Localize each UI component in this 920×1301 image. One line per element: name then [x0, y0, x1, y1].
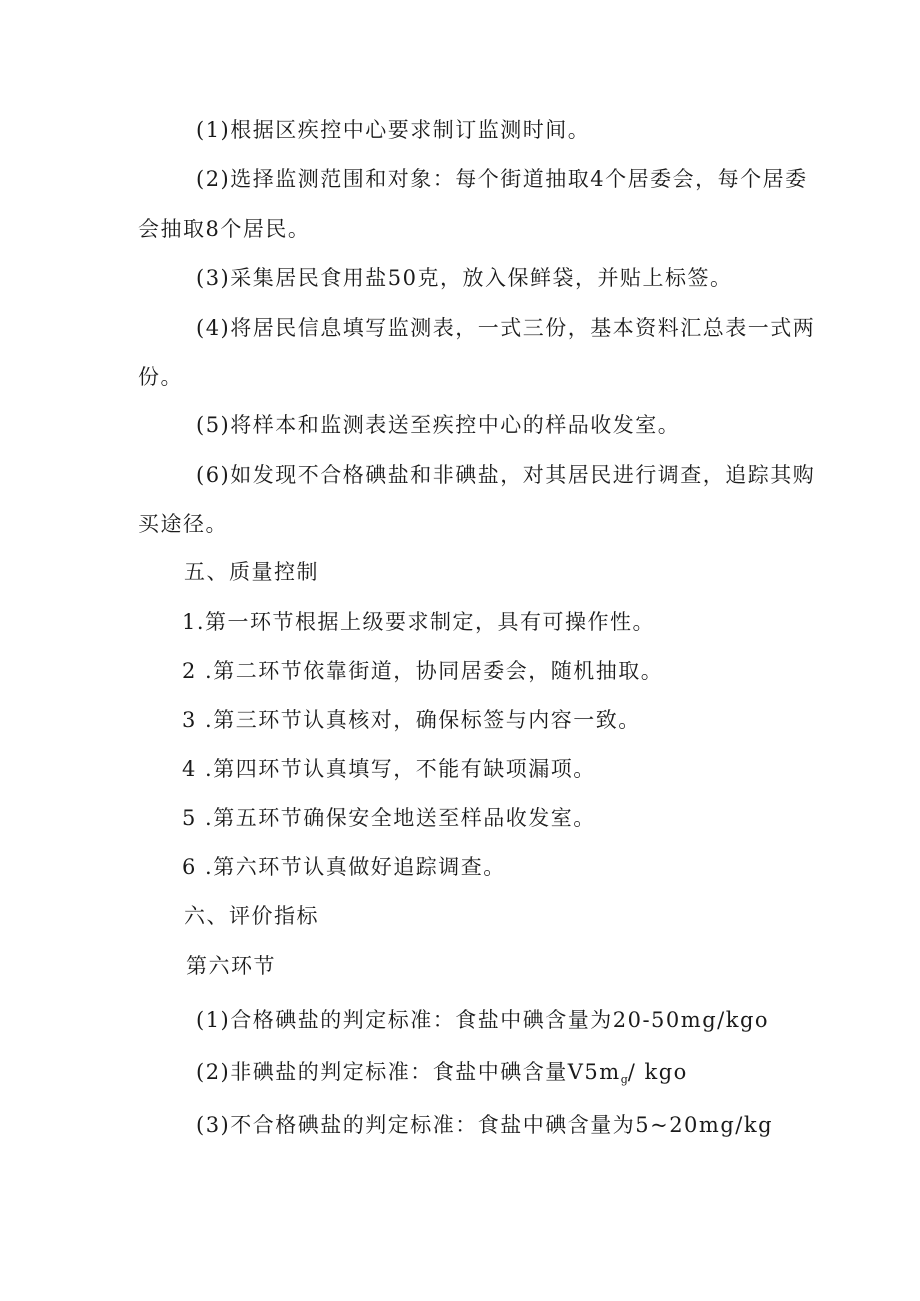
subheading: 第六环节 [186, 954, 276, 978]
step-6: (6)如发现不合格碘盐和非碘盐，对其居民进行调查，追踪其购 [196, 463, 816, 487]
quality-item-2: 2 .第二环节依靠街道，协同居委会，随机抽取。 [182, 659, 664, 683]
step-3: (3)采集居民食用盐50克，放入保鲜袋，并贴上标签。 [196, 266, 733, 290]
section-heading-evaluation: 六、评价指标 [184, 904, 319, 928]
section-heading-quality-control: 五、质量控制 [184, 560, 319, 584]
step-5: (5)将样本和监测表送至疾控中心的样品收发室。 [196, 413, 681, 437]
step-4-cont: 份。 [138, 365, 183, 389]
step-2-cont: 会抽取8个居民。 [138, 217, 311, 241]
criteria-qualified: (1)合格碘盐的判定标准：食盐中碘含量为20-50mg/kgo [196, 1008, 770, 1032]
step-4: (4)将居民信息填写监测表，一式三份，基本资料汇总表一式两 [196, 316, 816, 340]
criteria-non-iodized [196, 1057, 688, 1095]
quality-item-4: 4 .第四环节认真填写，不能有缺项漏项。 [182, 757, 596, 781]
step-1: (1)根据区疾控中心要求制订监测时间。 [196, 118, 591, 142]
quality-item-5: 5 .第五环节确保安全地送至样品收发室。 [182, 806, 596, 830]
step-6-cont: 买途径。 [138, 512, 228, 536]
criteria-2-unit: / kgo [627, 1060, 688, 1084]
criteria-unqualified: (3)不合格碘盐的判定标准：食盐中碘含量为5~20mg/kg [196, 1113, 774, 1137]
criteria-2-text: (2)非碘盐的判定标准：食盐中碘含量V5m [196, 1060, 621, 1084]
criteria-2-subscript: g [620, 1073, 628, 1086]
step-2: (2)选择监测范围和对象：每个街道抽取4个居委会，每个居委 [196, 167, 808, 191]
quality-item-3: 3 .第三环节认真核对，确保标签与内容一致。 [182, 708, 641, 732]
quality-item-6: 6 .第六环节认真做好追踪调查。 [182, 855, 506, 879]
quality-item-1: 1.第一环节根据上级要求制定，具有可操作性。 [182, 610, 656, 634]
